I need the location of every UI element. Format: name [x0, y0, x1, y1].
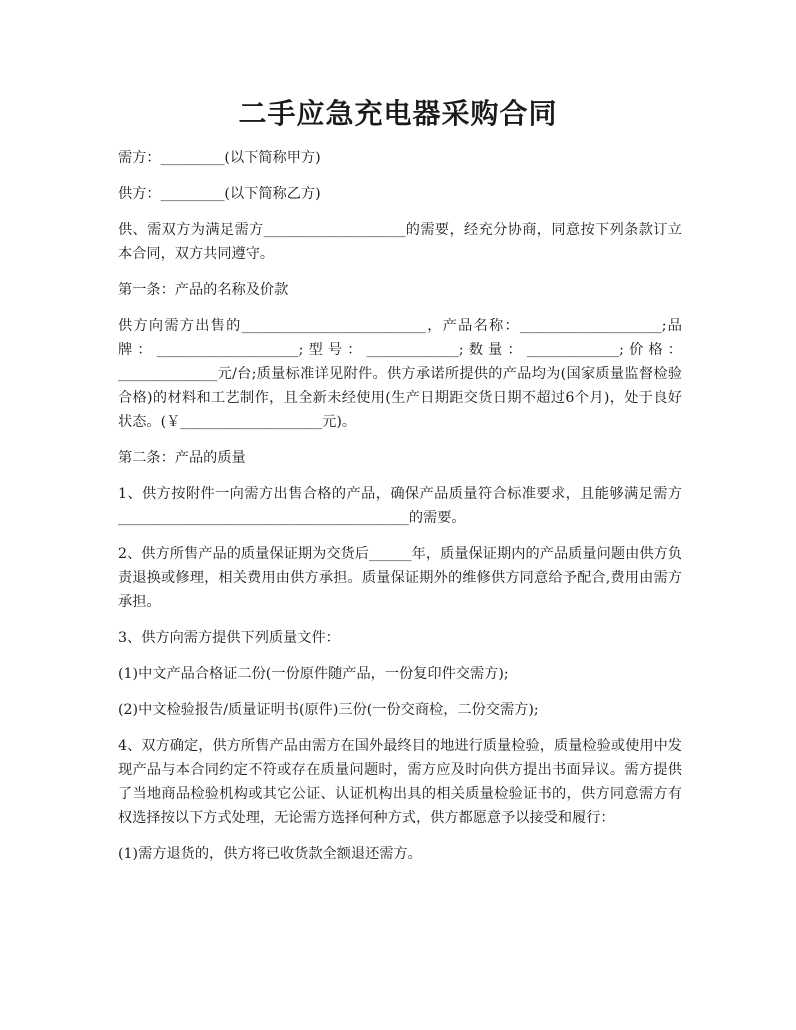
document-title: 二手应急充电器采购合同 — [238, 97, 558, 130]
article-2-heading: 第二条：产品的质量 — [118, 450, 246, 466]
clause-2-3-item-2: (2)中文检验报告/质量证明书(原件)三份(一份交商检，二份交需方); — [118, 702, 539, 718]
article-1-heading: 第一条：产品的名称及价款 — [118, 282, 289, 298]
clause-2-2-paragraph: 2、供方所售产品的质量保证期为交货后______年，质量保证期内的产品质量问题由供方负责退换或修理，相关费用由供方承担。质量保证期外的维修供方同意给予配合,费用由需方承担。 — [118, 546, 682, 610]
clause-2-1-paragraph: 1、供方按附件一向需方出售合格的产品，确保产品质量符合标准要求，且能够满足需方_________________________________________的需要。 — [118, 486, 682, 526]
clause-2-3-paragraph: 3、供方向需方提供下列质量文件： — [118, 630, 340, 646]
clause-2-4-item-1: (1)需方退货的，供方将已收货款全额退还需方。 — [118, 846, 422, 862]
document-body — [118, 146, 682, 878]
party-seller-line: 供方：_________(以下简称乙方) — [118, 186, 321, 202]
clause-2-4-paragraph: 4、双方确定，供方所售产品由需方在国外最终目的地进行质量检验，质量检验或使用中发现产品与本合同约定不符或存在质量问题时，需方应及时向供方提出书面异议。需方提供了当地商品检验机构或其它公证、认证机构出具的相关质量检验证书的，供方同意需方有权选择按以下方式处理，无论需方选择何种方式，供方都愿意予以接受和履行： — [118, 738, 682, 826]
party-buyer-line: 需方：_________(以下简称甲方) — [118, 150, 321, 166]
clause-2-3-item-1: (1)中文产品合格证二份(一份原件随产品，一份复印件交需方); — [118, 666, 509, 682]
preamble-paragraph: 供、需双方为满足需方____________________的需要，经充分协商，同意按下列条款订立本合同，双方共同遵守。 — [118, 222, 682, 262]
article-1-paragraph: 供方向需方出售的__________________________，产品名称：____________________;品牌：____________________;型号：_____________;数量：_____________;价格：______________元/台;质量标准详见附件。供方承诺所提供的产品均为(国家质量监督检验合格)的材料和工艺制作，且全新未经使用(生产日期距交货日期不超过6个月)，处于良好状态。(￥____________________元)。 — [118, 318, 682, 430]
